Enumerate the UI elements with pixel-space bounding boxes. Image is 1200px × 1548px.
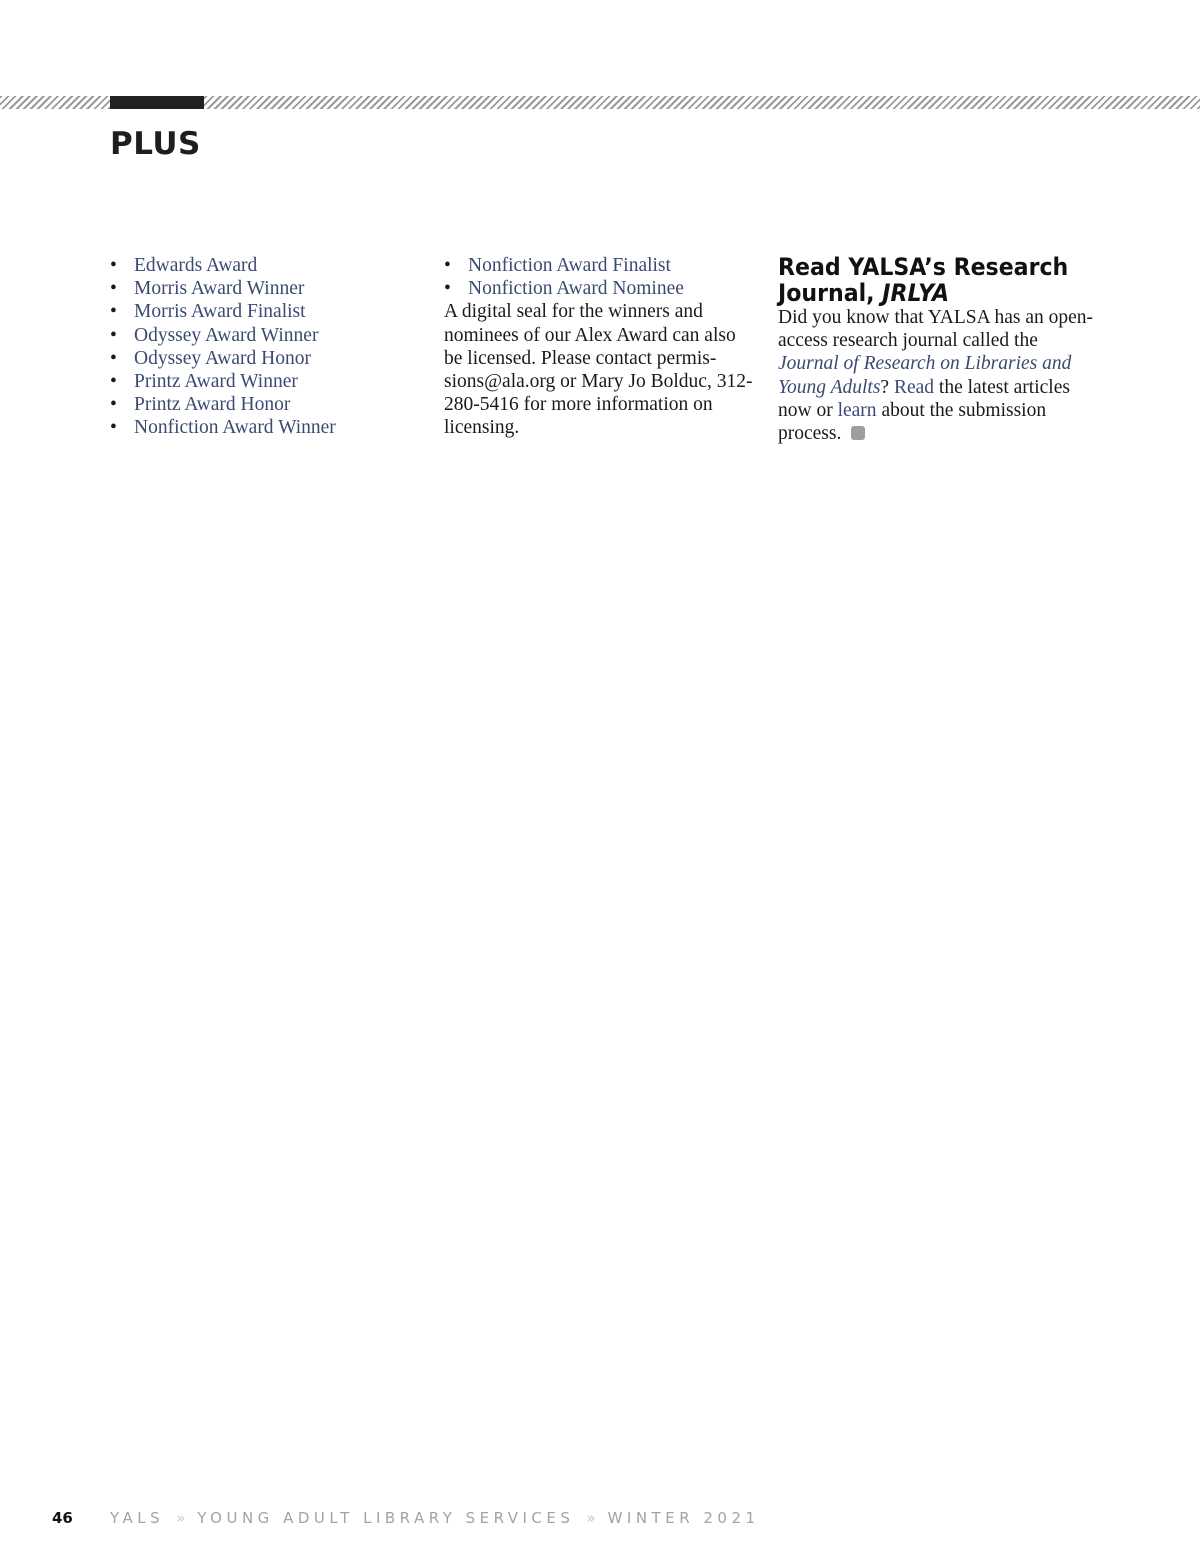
award-link-morris-finalist[interactable]: Morris Award Finalist: [134, 301, 306, 323]
award-list-1: [110, 254, 430, 440]
bullet-icon: •: [110, 324, 117, 346]
read-link[interactable]: Read: [893, 376, 935, 398]
bullet-icon: •: [110, 301, 117, 323]
sidebar-heading-line1: Read YALSA’s Research: [778, 253, 1069, 281]
award-link-odyssey-winner[interactable]: Odyssey Award Winner: [134, 324, 319, 346]
bullet-icon: •: [444, 255, 451, 276]
end-of-article-icon: [851, 426, 865, 440]
bullet-icon: •: [110, 347, 117, 369]
sidebar-text-4: about the submission process.: [778, 399, 1047, 445]
footer-issue: WINTER 2021: [607, 1509, 760, 1527]
award-link-nonfiction-nominee[interactable]: Nonfiction Award Nominee: [468, 278, 684, 300]
footer-publication-name: YOUNG ADULT LIBRARY SERVICES: [197, 1509, 575, 1527]
award-link-printz-winner[interactable]: Printz Award Winner: [134, 371, 298, 393]
sidebar-text-1: Did you know that YALSA has an open-access research journal called the: [778, 307, 1094, 352]
running-footer: [110, 1509, 760, 1527]
award-link-odyssey-honor[interactable]: Odyssey Award Honor: [134, 347, 311, 369]
bullet-icon: •: [110, 371, 117, 393]
bullet-icon: •: [110, 278, 117, 300]
sidebar-jrlya: [778, 254, 1098, 445]
award-list-2: [444, 254, 754, 300]
header-accent-block: [110, 96, 204, 109]
column-1: [110, 254, 430, 440]
list-item: [110, 300, 430, 323]
sidebar-paragraph: [778, 306, 1098, 445]
footer-separator-icon: »: [586, 1509, 596, 1527]
list-item: [110, 254, 430, 277]
learn-link[interactable]: learn: [837, 399, 877, 421]
list-item: [110, 370, 430, 393]
footer-publication-abbrev: YALS: [110, 1509, 165, 1527]
journal-title-link[interactable]: Journal of Research on Libraries and Young Adults: [778, 353, 1072, 398]
section-title: PLUS: [110, 126, 201, 162]
award-link-nonfiction-finalist[interactable]: Nonfiction Award Finalist: [468, 255, 671, 276]
list-item: [110, 393, 430, 416]
list-item: [110, 416, 430, 439]
list-item: [110, 277, 430, 300]
award-link-morris-winner[interactable]: Morris Award Winner: [134, 278, 305, 300]
sidebar-text-2: ?: [880, 376, 894, 398]
award-link-edwards[interactable]: Edwards Award: [134, 255, 258, 276]
list-item: [110, 347, 430, 370]
bullet-icon: •: [110, 394, 117, 416]
page-number: 46: [52, 1509, 73, 1527]
list-item: [444, 277, 754, 300]
footer-separator-icon: »: [176, 1509, 186, 1527]
sidebar-text-3: the latest articles now or: [778, 376, 1070, 421]
bullet-icon: •: [444, 278, 451, 300]
sidebar-heading-acronym: JRLYA: [882, 279, 950, 307]
bullet-icon: •: [110, 417, 117, 439]
award-link-nonfiction-winner[interactable]: Nonfiction Award Winner: [134, 417, 336, 439]
column-2: [444, 254, 754, 440]
sidebar-heading-line2: Journal,: [778, 279, 883, 307]
licensing-paragraph: A digital seal for the winners and nominees of our Alex Award can also be licensed. Please contact permis-sions@ala.org or Mary Jo Bolduc, 312-280-5416 for more information on licensing.: [444, 301, 753, 439]
bullet-icon: •: [110, 255, 117, 276]
list-item: [110, 324, 430, 347]
list-item: [444, 254, 754, 277]
sidebar-heading: [778, 254, 1072, 306]
award-link-printz-honor[interactable]: Printz Award Honor: [134, 394, 291, 416]
